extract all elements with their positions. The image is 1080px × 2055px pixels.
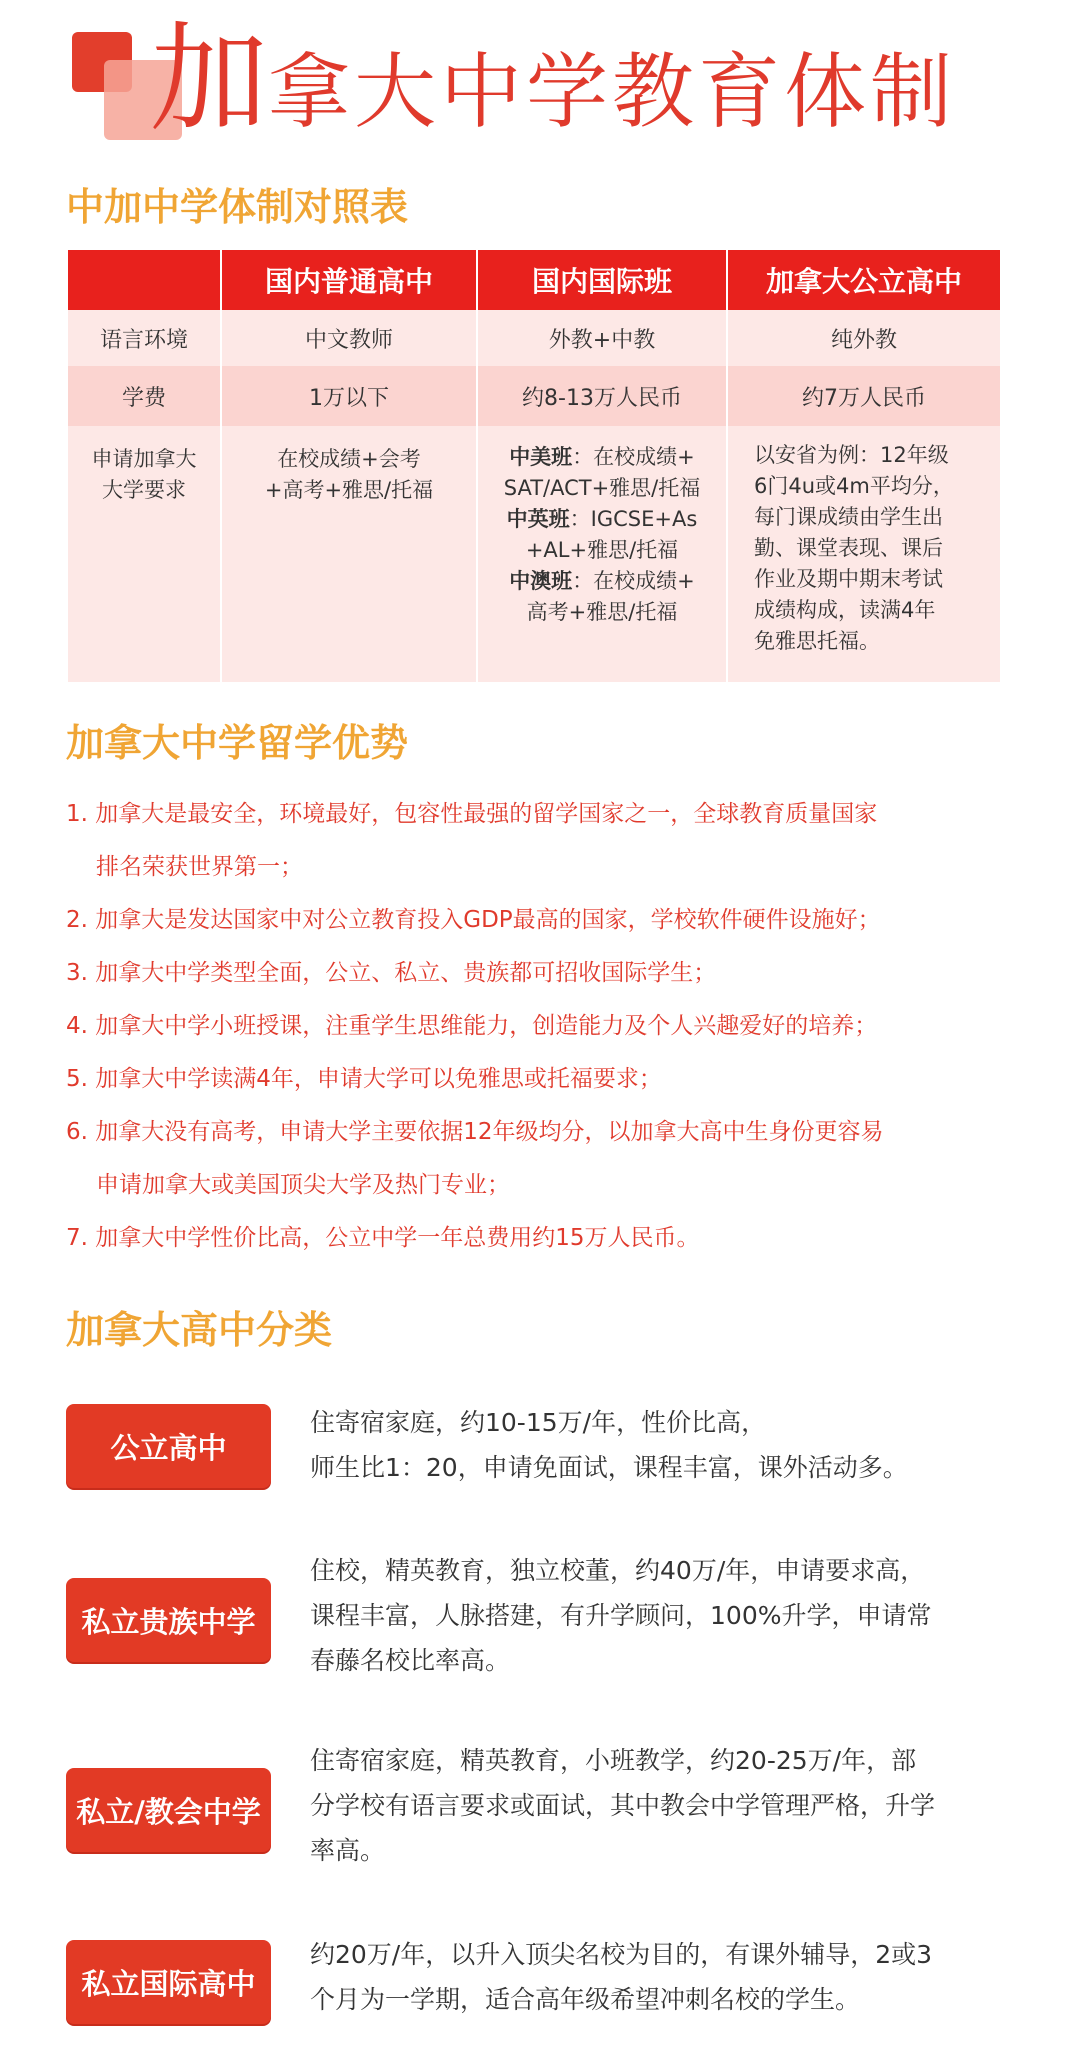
- cell-line: 勤、课堂表现、课后: [754, 536, 943, 560]
- cell-line: 中澳班：在校成绩+: [509, 569, 695, 593]
- cell-line: +高考+雅思/托福: [264, 478, 434, 502]
- cell-intl-class: 约8-13万人民币: [476, 366, 726, 426]
- cell-line: SAT/ACT+雅思/托福: [503, 476, 701, 500]
- page-title: [150, 10, 957, 148]
- category-public-badge: 公立高中: [66, 1404, 271, 1488]
- category-private-elite-desc: 住校，精英教育，独立校董，约40万/年，申请要求高， 课程丰富，人脉搭建，有升学顾问，100%升学，申请常 春藤名校比率高。: [310, 1556, 932, 1675]
- class-name-uk: 中英班: [506, 507, 570, 531]
- advantages-section-title: 加拿大中学留学优势: [66, 721, 409, 765]
- cell-line: 免雅思托福。: [754, 629, 880, 653]
- row-label: [68, 426, 220, 682]
- categories-section-title: 加拿大高中分类: [66, 1308, 333, 1352]
- cell-line: 作业及期中期末考试: [754, 567, 943, 591]
- cell-line: 中英班：IGCSE+As: [506, 507, 698, 531]
- cell-line: 以安省为例：12年级: [754, 443, 949, 467]
- cell-domestic: [220, 426, 476, 682]
- cell-line: 高考+雅思/托福: [526, 600, 678, 624]
- table-header-canada-public: 加拿大公立高中: [726, 250, 1000, 310]
- list-item: 4. 加拿大中学小班授课，注重学生思维能力，创造能力及个人兴趣爱好的培养；: [66, 1013, 878, 1039]
- category-private-church-badge: 私立/教会中学: [66, 1768, 271, 1852]
- cell-canada-public: [726, 426, 1000, 682]
- list-item: 6. 加拿大没有高考，申请大学主要依据12年级均分，以加拿大高中生身份更容易 申请加拿大或美国顶尖大学及热门专业；: [66, 1119, 884, 1198]
- category-private-intl-badge: 私立国际高中: [66, 1940, 271, 2024]
- table-header-intl-class: 国内国际班: [476, 250, 726, 310]
- cell-intl-class: [476, 426, 726, 682]
- cell-domestic: 1万以下: [220, 366, 476, 426]
- list-item: 2. 加拿大是发达国家中对公立教育投入GDP最高的国家，学校软件硬件设施好；: [66, 907, 881, 933]
- class-name-au: 中澳班: [509, 569, 573, 593]
- cell-canada-public: 纯外教: [726, 310, 1000, 366]
- table-header-row: [68, 250, 1000, 310]
- page-title-first-char: 加: [150, 10, 269, 148]
- page-header: [0, 0, 1080, 165]
- cell-line: 成绩构成，读满4年: [754, 598, 936, 622]
- page-title-rest: 拿大中学教育体制: [268, 45, 957, 140]
- category-private-intl-desc: 约20万/年，以升入顶尖名校为目的，有课外辅导，2或3 个月为一学期，适合高年级希望冲刺名校的学生。: [310, 1940, 933, 2014]
- cell-line: +AL+雅思/托福: [525, 538, 679, 562]
- class-name-us: 中美班: [509, 445, 573, 469]
- cell-domestic: 中文教师: [220, 310, 476, 366]
- row-label-line: 申请加拿大: [91, 447, 197, 471]
- category-public-desc: 住寄宿家庭，约10-15万/年，性价比高， 师生比1：20，申请免面试，课程丰富，课外活动多。: [310, 1408, 908, 1482]
- cell-line: 在校成绩+会考: [277, 447, 421, 471]
- cell-line: 中美班：在校成绩+: [509, 445, 695, 469]
- cell-intl-class: 外教+中教: [476, 310, 726, 366]
- comparison-table: [68, 250, 1000, 682]
- cell-line: 每门课成绩由学生出: [754, 505, 943, 529]
- list-item: 3. 加拿大中学类型全面，公立、私立、贵族都可招收国际学生；: [66, 960, 717, 986]
- cell-line: 6门4u或4m平均分，: [754, 474, 954, 498]
- advantages-list: [66, 788, 1026, 1265]
- table-row-tuition: [68, 366, 1000, 426]
- list-item: 7. 加拿大中学性价比高，公立中学一年总费用约15万人民币。: [66, 1225, 700, 1251]
- category-private-elite-badge: 私立贵族中学: [66, 1578, 271, 1662]
- compare-section-title: 中加中学体制对照表: [66, 185, 409, 229]
- category-private-church-desc: 住寄宿家庭，精英教育，小班教学，约20-25万/年，部 分学校有语言要求或面试，其中教会中学管理严格，升学 率高。: [310, 1746, 936, 1865]
- table-row-requirements: [68, 426, 1000, 682]
- row-label: 语言环境: [99, 327, 188, 353]
- row-label: 学费: [121, 385, 166, 411]
- table-header-empty: [68, 250, 220, 310]
- list-item: 5. 加拿大中学读满4年，申请大学可以免雅思或托福要求；: [66, 1066, 662, 1092]
- table-header-domestic: 国内普通高中: [220, 250, 476, 310]
- list-item: 1. 加拿大是最安全，环境最好，包容性最强的留学国家之一，全球教育质量国家 排名荣获世界第一；: [66, 801, 878, 880]
- cell-canada-public: 约7万人民币: [726, 366, 1000, 426]
- table-row-language: [68, 310, 1000, 366]
- row-label-line: 大学要求: [102, 478, 186, 502]
